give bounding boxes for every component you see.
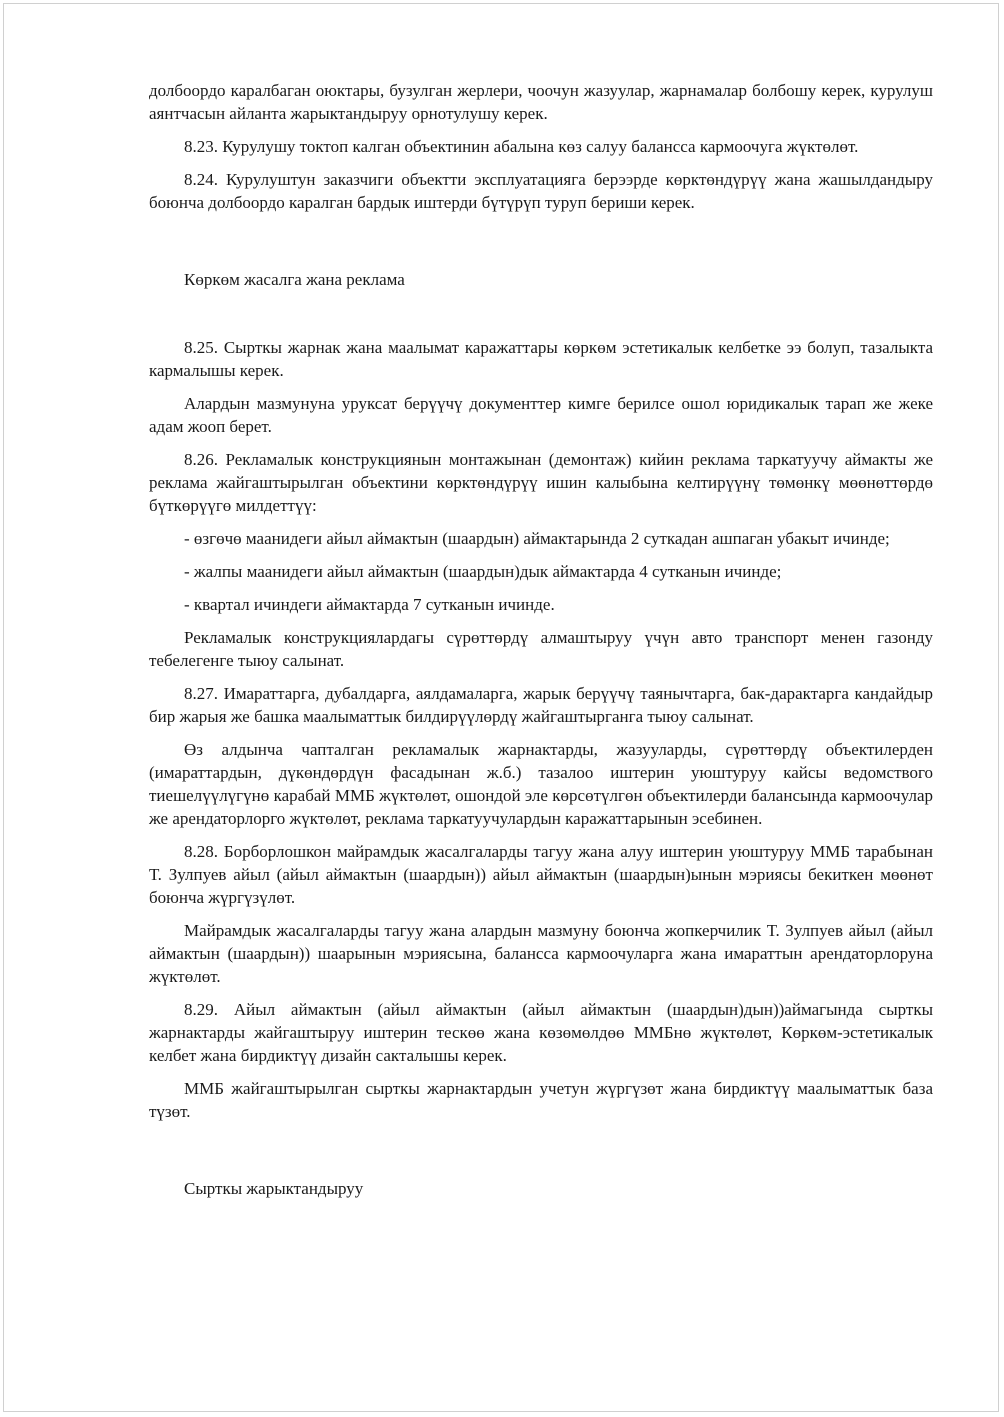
list-item-7-days: - квартал ичиндеги аймактарда 7 сутканын ичинде.: [184, 595, 555, 614]
section-heading-decoration-advertising: Көркөм жасалга жана реклама: [184, 270, 405, 289]
list-item-4-days: - жалпы маанидеги айыл аймактын (шаардын)дык аймактарда 4 сутканын ичинде;: [184, 562, 782, 581]
list-item-2-days: - өзгөчө маанидеги айыл аймактын (шаардын) аймактарында 2 суткадан ашпаган убакыт ичинде;: [184, 529, 890, 548]
paragraph-8-23: 8.23. Курулушу токтоп калган объектинин абалына көз салуу балансса кармоочуга жүктөлөт.: [184, 137, 859, 156]
paragraph-8-26: 8.26. Рекламалык конструкциянын монтажынан (демонтаж) кийин реклама таркатуучу аймакты же реклама жайгаштырылган объектини көрктөндүрүү ишин калыбына келтирүүнү төмөнкү мөөнөттөрдө бүткөрүүгө милдеттүү:: [149, 450, 933, 515]
paragraph-holiday-responsibility: Майрамдык жасалгаларды тагуу жана алардын мазмуну боюнча жопкерчилик Т. Зулпуев айыл (айыл аймактын (шаардын)) шаарынын мэриясына, балансса кармоочуларга жана имараттын арендаторлоруна жүктөлөт.: [149, 921, 933, 986]
paragraph-8-27: 8.27. Имараттарга, дубалдарга, аялдамаларга, жарык берүүчү таянычтарга, бак-дарактарга кандайдыр бир жарыя же башка маалыматтык билдирүүлөрдү жайгаштырганга тыюу салынат.: [149, 684, 933, 726]
document-body: [149, 79, 933, 1200]
paragraph-8-25: 8.25. Сырткы жарнак жана маалымат каражаттары көркөм эстетикалык келбетке ээ болуп, тазалыкта кармалышы керек.: [149, 338, 933, 380]
paragraph-responsibility: Алардын мазмунуна уруксат берүүчү документтер кимге берилсе ошол юридикалык тарап же жеке адам жооп берет.: [149, 394, 933, 436]
paragraph-cleanup: Өз алдынча чапталган рекламалык жарнактарды, жазууларды, сүрөттөрдү объектилерден (имараттардын, дүкөндөрдүн фасадынан ж.б.) тазалоо иштерин уюштуруу кайсы ведомствого тиешелүүлүгүнө карабай ММБ жүктөлөт, ошондой эле көрсөтүлгөн объектилерди балансында кармоочулар же арендаторлорго жүктөлөт, реклама таркатуучулардын каражаттарынын эсебинен.: [149, 740, 933, 828]
paragraph-8-28: 8.28. Борборлошкон майрамдык жасалгаларды тагуу жана алуу иштерин уюштуруу ММБ тарабынан Т. Зулпуев айыл (айыл аймактын (шаардын)) айыл аймактын (шаардын)ынын мэриясы бекиткен мөөнөт боюнча жүргүзүлөт.: [149, 842, 933, 907]
paragraph-database: ММБ жайгаштырылган сырткы жарнактардын учетун жүргүзөт жана бирдиктүү маалыматтык база түзөт.: [149, 1079, 933, 1121]
spacer: [149, 1133, 933, 1177]
paragraph-8-24: 8.24. Курулуштун заказчиги объектти эксплуатацияга берээрде көрктөндүрүү жана жашылдандыру боюнча долбоордо каралган бардык иштерди бүтүрүп туруп бериши керек.: [149, 170, 933, 212]
document-page: [3, 3, 999, 1412]
spacer: [149, 291, 933, 336]
paragraph-8-29: 8.29. Айыл аймактын (айыл аймактын (айыл аймактын (шаардын)дын))аймагында сырткы жарнактарды жайгаштыруу иштерин тескөө жана көзөмөлдөө ММБнө жүктөлөт, Көркөм-эстетикалык келбет жана бирдиктүү дизайн сакталышы керек.: [149, 1000, 933, 1065]
section-heading-outdoor-lighting: Сырткы жарыктандыруу: [184, 1179, 364, 1198]
spacer: [149, 224, 933, 268]
paragraph-lawn-prohibition: Рекламалык конструкциялардагы сүрөттөрдү алмаштыруу үчүн авто транспорт менен газонду тебелегенге тыюу салынат.: [149, 628, 933, 670]
paragraph-continuation: долбоордо каралбаган оюктары, бузулган жерлери, чоочун жазуулар, жарнамалар болбошу керек, курулуш аянтчасын айланта жарыктандыруу орнотулушу керек.: [149, 81, 933, 123]
